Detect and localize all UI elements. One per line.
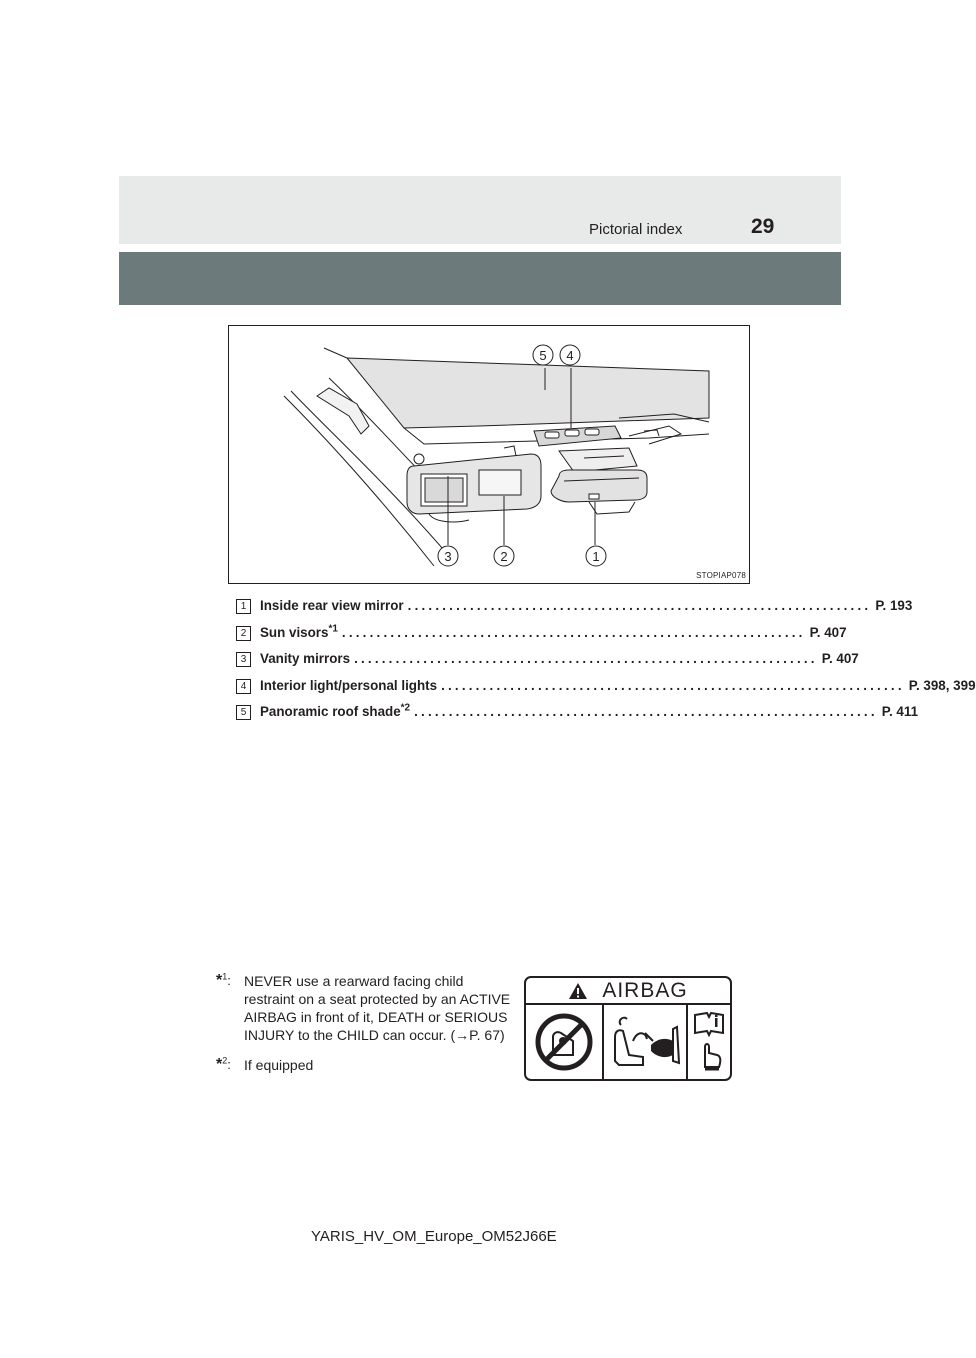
airbag-label-header (526, 978, 730, 1005)
item-label: Panoramic roof shade$^{*2}$ (260, 702, 411, 719)
read-manual-icon (688, 1005, 730, 1079)
footnotes (216, 972, 516, 1086)
airbag-label-body (526, 1005, 730, 1079)
callout-label: 4 (566, 348, 574, 363)
item-number: 3 (236, 652, 251, 667)
list-item (236, 598, 913, 625)
dot-leader: ................................................................... (441, 677, 905, 693)
section-band (119, 252, 841, 305)
airbag-title: AIRBAG (602, 978, 688, 1002)
airbag-deploy-icon (604, 1005, 688, 1079)
item-label: Sun visors$^{*1}$ (260, 623, 338, 640)
footnote-mark: *$^2$: (216, 1055, 231, 1073)
list-item (236, 677, 976, 705)
dot-leader: ................................................................... (341, 624, 806, 640)
list-item (236, 651, 859, 678)
item-label: Interior light/personal lights (260, 677, 438, 693)
footnote-text: If equipped (244, 1057, 314, 1073)
footnote (216, 972, 516, 1044)
page-reference-link[interactable]: P. 411 (881, 704, 919, 719)
index-list (236, 598, 976, 731)
warning-triangle-icon (568, 982, 588, 1000)
item-number: 5 (236, 705, 251, 720)
no-rear-facing-child-seat-icon (526, 1005, 604, 1079)
page-number: 29 (751, 215, 775, 238)
item-label: Inside rear view mirror (260, 598, 404, 613)
header-band (119, 176, 841, 244)
callout-label: 3 (444, 549, 452, 564)
item-number: 1 (236, 599, 251, 614)
list-item (236, 623, 847, 652)
dot-leader: ................................................................... (407, 598, 872, 613)
page-reference-link[interactable]: P. 193 (875, 598, 913, 613)
footnote-mark: *$^1$: (216, 971, 231, 989)
footnote-text: NEVER use a rearward facing child restraint on a seat protected by an ACTIVE AIRBAG in front of it, DEATH or SERIOUS INJURY to the CHILD can occur. (→P. 67) (244, 973, 511, 1043)
item-label: Vanity mirrors (260, 651, 351, 666)
callout-label: 2 (500, 549, 508, 564)
page-reference-link[interactable]: P. 407 (821, 651, 859, 666)
airbag-warning-label (524, 976, 732, 1081)
dot-leader: ................................................................... (354, 651, 818, 666)
callout-label: 1 (592, 549, 600, 564)
document-code: YARIS_HV_OM_Europe_OM52J66E (311, 1228, 557, 1245)
dot-leader: ................................................................... (414, 704, 878, 719)
item-number: 2 (236, 626, 251, 641)
figure-code: STOPIAP078 (696, 571, 746, 580)
interior-ceiling-figure (228, 325, 750, 584)
callout-label: 5 (539, 348, 547, 363)
page-reference-link[interactable]: P. 407 (809, 624, 847, 640)
section-title: Pictorial index (589, 221, 683, 238)
item-number: 4 (236, 679, 251, 694)
list-item (236, 702, 919, 731)
footnote (216, 1056, 516, 1074)
ceiling-illustration (229, 326, 751, 585)
page-reference-link[interactable]: P. 398, 399 (908, 677, 976, 693)
